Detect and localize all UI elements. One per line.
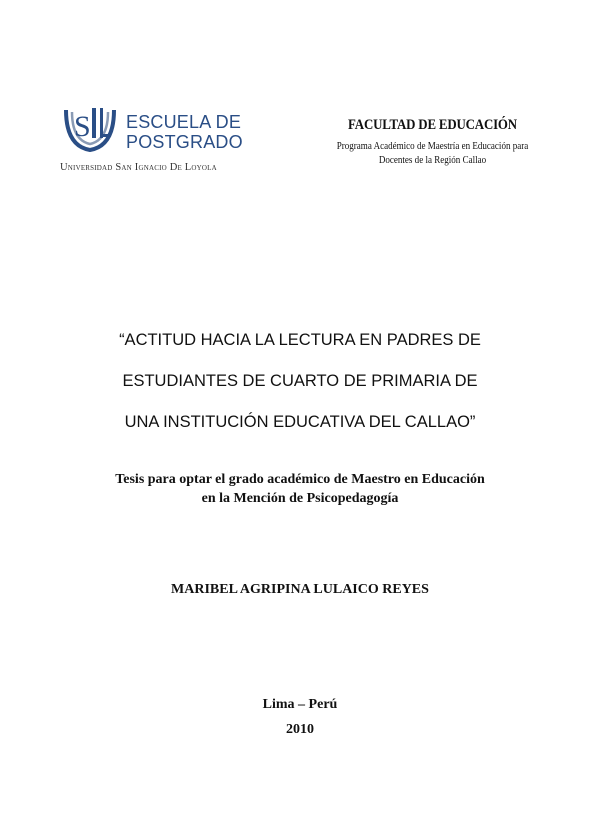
title-line-3: UNA INSTITUCIÓN EDUCATIVA DEL CALLAO”: [124, 413, 476, 431]
title-line-1: “ACTITUD HACIA LA LECTURA EN PADRES DE: [119, 331, 481, 349]
year: 2010: [286, 722, 314, 737]
title-line-2: ESTUDIANTES DE CUARTO DE PRIMARIA DE: [122, 372, 478, 390]
place: Lima – Perú: [262, 697, 338, 712]
program-line-2: Docentes de la Región Callao: [378, 155, 487, 166]
logo-text-postgrado: POSTGRADO: [126, 132, 243, 152]
university-logo: [60, 100, 250, 180]
logo-text-escuela: ESCUELA DE: [126, 112, 242, 132]
degree-statement: [40, 470, 560, 508]
author-name: MARIBEL AGRIPINA LULAICO REYES: [171, 582, 429, 597]
program-line-1: Programa Académico de Maestría en Educación para: [336, 141, 529, 152]
logo-university-name: Universidad San Ignacio De Loyola: [60, 162, 217, 173]
thesis-title: [40, 330, 560, 453]
degree-line-2: en la Mención de Psicopedagogía: [201, 491, 399, 506]
svg-text:S: S: [74, 110, 91, 143]
degree-line-1: Tesis para optar el grado académico de Maestro en Educación: [115, 472, 485, 487]
faculty-title: FACULTAD DE EDUCACIÓN: [348, 117, 517, 133]
faculty-header: [320, 117, 545, 168]
sil-emblem-icon: [60, 102, 120, 156]
